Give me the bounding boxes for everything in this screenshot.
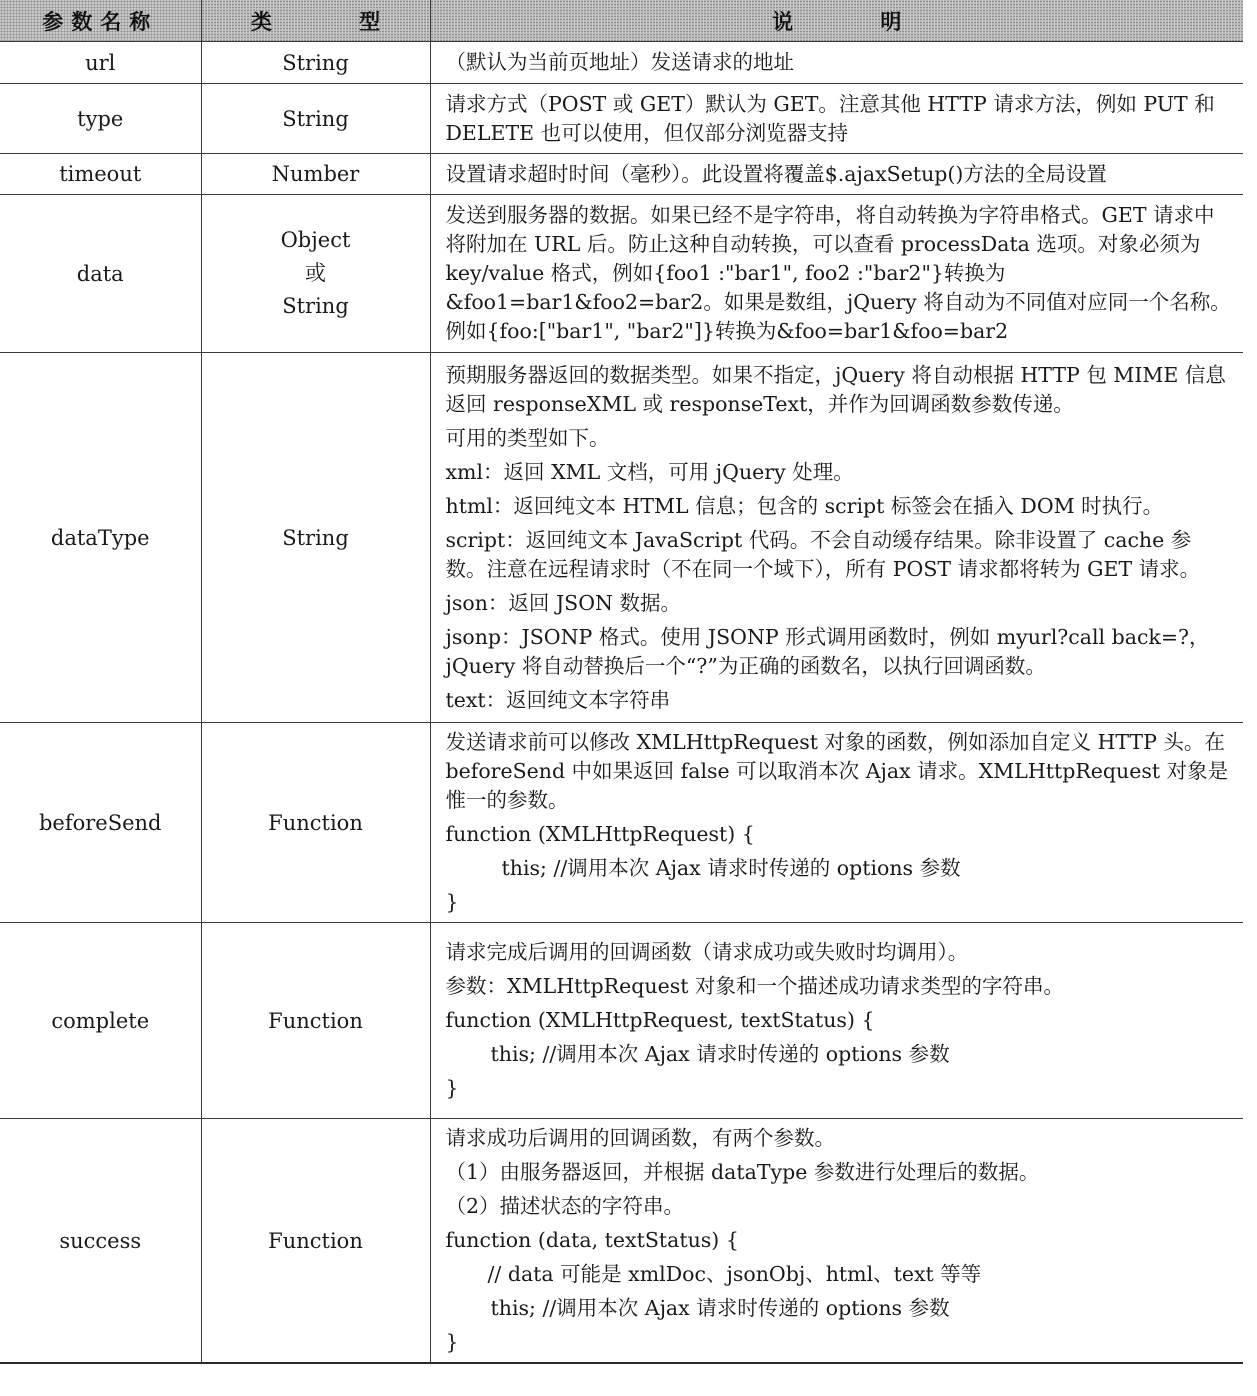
param-description <box>430 154 1243 195</box>
param-description <box>430 1119 1243 1364</box>
description-text: 请求完成后调用的回调函数（请求成功或失败时均调用）。 <box>445 940 969 964</box>
param-name: dataType <box>0 353 201 723</box>
table-row <box>0 353 1243 723</box>
param-type: String <box>201 353 430 723</box>
code-line: function (XMLHttpRequest, textStatus) { <box>445 1008 875 1032</box>
description-text: html：返回纯文本 HTML 信息；包含的 script 标签会在插入 DOM 时执行。 <box>445 493 1164 518</box>
param-description <box>430 195 1243 353</box>
param-type: Function <box>201 723 430 923</box>
code-line: this; //调用本次 Ajax 请求时传递的 options 参数 <box>501 856 961 880</box>
header-parameter-name: 参数名称 <box>0 0 201 42</box>
code-line: } <box>445 890 459 914</box>
code-line: } <box>445 1076 459 1100</box>
table-row <box>0 42 1243 84</box>
description-text: 设置请求超时时间（毫秒）。此设置将覆盖$.ajaxSetup()方法的全局设置 <box>445 161 1107 186</box>
param-description <box>430 353 1243 723</box>
code-line: // data 可能是 xmlDoc、jsonObj、html、text 等等 <box>487 1262 982 1286</box>
type-option: Object <box>280 228 351 252</box>
type-or: 或 <box>305 261 326 285</box>
param-description <box>430 42 1243 84</box>
param-name: data <box>0 195 201 353</box>
description-text: json：返回 JSON 数据。 <box>445 590 681 615</box>
param-description <box>430 84 1243 154</box>
description-text: script：返回纯文本 JavaScript 代码。不会自动缓存结果。除非设置了 cache 参数。注意在远程请求时（不在同一个域下），所有 POST 请求都将转为 GET 请求。 <box>445 527 1201 581</box>
param-name: complete <box>0 923 201 1119</box>
description-text: xml：返回 XML 文档，可用 jQuery 处理。 <box>445 459 854 484</box>
table-row <box>0 195 1243 353</box>
param-type: String <box>201 42 430 84</box>
param-type: Function <box>201 923 430 1119</box>
type-option: String <box>282 294 349 318</box>
description-text: 预期服务器返回的数据类型。如果不指定，jQuery 将自动根据 HTTP 包 MIME 信息返回 responseXML 或 responseText，并作为回调函数参数传递。 <box>445 362 1226 416</box>
code-line: this; //调用本次 Ajax 请求时传递的 options 参数 <box>490 1296 950 1320</box>
param-type: Function <box>201 1119 430 1364</box>
param-name: type <box>0 84 201 154</box>
code-line: this; //调用本次 Ajax 请求时传递的 options 参数 <box>490 1042 950 1066</box>
param-name: timeout <box>0 154 201 195</box>
code-line: function (XMLHttpRequest) { <box>445 822 755 846</box>
description-text: 参数：XMLHttpRequest 对象和一个描述成功请求类型的字符串。 <box>445 974 1064 998</box>
code-line: } <box>445 1330 459 1354</box>
param-description <box>430 723 1243 923</box>
description-text: 发送请求前可以修改 XMLHttpRequest 对象的函数，例如添加自定义 HTTP 头。在 beforeSend 中如果返回 false 可以取消本次 Ajax 请求。XMLHttpRequest 对象是惟一的参数。 <box>445 730 1229 812</box>
param-name: beforeSend <box>0 723 201 923</box>
description-text: 请求成功后调用的回调函数，有两个参数。 <box>445 1126 835 1150</box>
param-type: String <box>201 84 430 154</box>
description-text: （1）由服务器返回，并根据 dataType 参数进行处理后的数据。 <box>445 1160 1040 1184</box>
table-row <box>0 1119 1243 1364</box>
table-row <box>0 154 1243 195</box>
description-text: （2）描述状态的字符串。 <box>445 1194 685 1218</box>
description-text: jsonp：JSONP 格式。使用 JSONP 形式调用函数时，例如 myurl?call back=?，jQuery 将自动替换后一个“?”为正确的函数名，以执行回调函数。 <box>445 624 1210 678</box>
param-name: url <box>0 42 201 84</box>
param-description <box>430 923 1243 1119</box>
table-header-row <box>0 0 1243 42</box>
description-text: text：返回纯文本字符串 <box>445 687 671 712</box>
param-name: success <box>0 1119 201 1364</box>
table-row <box>0 723 1243 923</box>
header-type: 类 型 <box>201 0 430 42</box>
param-type <box>201 195 430 353</box>
description-text: （默认为当前页地址）发送请求的地址 <box>445 50 794 74</box>
description-text: 可用的类型如下。 <box>445 425 610 450</box>
param-type: Number <box>201 154 430 195</box>
code-line: function (data, textStatus) { <box>445 1228 739 1252</box>
header-description: 说 明 <box>430 0 1243 42</box>
description-text: 请求方式（POST 或 GET）默认为 GET。注意其他 HTTP 请求方法，例如 PUT 和 DELETE 也可以使用，但仅部分浏览器支持 <box>445 91 1215 145</box>
table-row <box>0 923 1243 1119</box>
table-row <box>0 84 1243 154</box>
description-text: 发送到服务器的数据。如果已经不是字符串，将自动转换为字符串格式。GET 请求中将附加在 URL 后。防止这种自动转换，可以查看 processData 选项。对象必须为 key/value 格式，例如{foo1 :"bar1", foo2 :"bar2"}转换为 &foo1=bar1&foo2=bar2。如果是数组，jQuery 将自动为不同值对应同一个名称。例如{foo:["bar1", "bar2"]}转换为&foo=bar1&foo=bar2 <box>445 203 1231 343</box>
